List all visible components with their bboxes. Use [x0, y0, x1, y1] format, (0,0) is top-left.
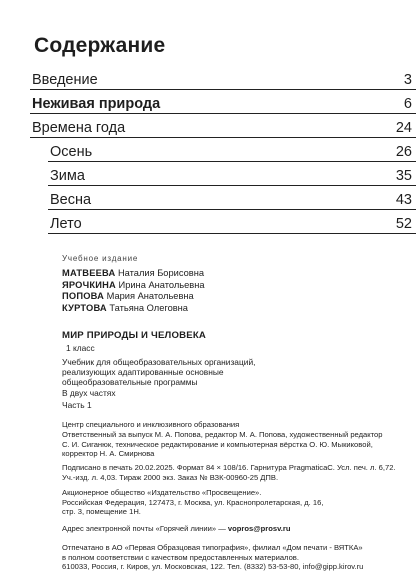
toc-entry-label: Лето — [50, 216, 82, 232]
publisher-line: Российская Федерация, 127473, г. Москва, ул. Краснопролетарская, д. 16, — [62, 497, 324, 507]
toc-entry-page: 26 — [395, 144, 412, 160]
toc-entry-rule — [48, 233, 416, 234]
parts-count: В двух частях — [62, 388, 116, 398]
staff-line: корректор Н. А. Смирнова — [62, 449, 155, 459]
toc-entry — [0, 210, 416, 234]
toc-entry — [0, 90, 416, 114]
publisher-info — [62, 488, 412, 517]
author-name: Татьяна Олеговна — [109, 302, 188, 313]
print-line: Уч.-изд. л. 4,03. Тираж 2000 экз. Заказ № ВЗК-00960-25 ДПВ. — [62, 472, 279, 482]
toc-entry — [0, 66, 416, 90]
staff-line: Ответственный за выпуск М. А. Попова, редактор М. А. Попова, художественный редактор — [62, 430, 383, 439]
author — [62, 291, 205, 303]
toc-entry — [0, 186, 416, 210]
hotline-email[interactable]: vopros@prosv.ru — [227, 524, 291, 533]
book-description — [62, 357, 255, 388]
toc-entry-label: Зима — [50, 168, 85, 184]
hotline-label: Адрес электронной почты «Горячей линии» — — [62, 524, 226, 533]
description-line: общеобразовательные программы — [62, 377, 198, 388]
toc-entry-page: 24 — [395, 120, 412, 136]
author-name: Мария Анатольевна — [106, 291, 194, 302]
staff-credits — [62, 430, 412, 459]
author — [62, 280, 205, 292]
author — [62, 303, 205, 315]
toc-entry — [0, 114, 416, 138]
toc-entry-label: Введение — [32, 72, 98, 88]
edition-type: Учебное издание — [62, 254, 139, 263]
author-surname: МАТВЕЕВА — [62, 268, 116, 278]
printer-line: 610033, Россия, г. Киров, ул. Московская, 122. Тел. (8332) 53-53-80, info@gipp.kirov.ru — [62, 562, 364, 572]
book-title: МИР ПРИРОДЫ И ЧЕЛОВЕКА — [62, 330, 207, 341]
toc-entry — [0, 138, 416, 162]
toc-entry-label: Неживая природа — [32, 96, 161, 112]
print-line: Подписано в печать 20.02.2025. Формат 84 × 108/16. Гарнитура PragmaticaC. Усл. печ. л. 6,72. — [62, 463, 396, 472]
printer-line: Отпечатано в АО «Первая Образцовая типография», филиал «Дом печати - ВЯТКА» — [62, 543, 363, 552]
staff-line: С. И. Сиганюк, техническое редактирование и компьютерная вёрстка О. Ю. Мыкиковой, — [62, 439, 373, 449]
part-number: Часть 1 — [62, 400, 92, 410]
author-surname: ЯРОЧКИНА — [62, 279, 116, 290]
toc-entry-page: 35 — [395, 168, 412, 184]
toc-entry-page: 6 — [403, 96, 412, 112]
toc-entry-page: 52 — [395, 216, 412, 232]
publisher-line: Акционерное общество «Издательство «Просвещение». — [62, 488, 262, 497]
author-name: Ирина Анатольевна — [118, 279, 205, 290]
center-name: Центр специального и инклюзивного образования — [62, 420, 240, 429]
authors-list — [62, 268, 205, 314]
printer-info — [62, 543, 412, 572]
printer-line: в полном соответствии с качеством предоставленных материалов. — [62, 552, 299, 562]
description-line: реализующих адаптированные основные — [62, 367, 224, 378]
toc-title: Содержание — [34, 34, 166, 57]
toc-entry-label: Осень — [50, 144, 93, 160]
grade: 1 класс — [66, 343, 95, 353]
toc-entry-label: Весна — [50, 192, 92, 208]
publisher-line: стр. 3, помещение 1Н. — [62, 507, 141, 517]
author-name: Наталия Борисовна — [117, 268, 204, 278]
hotline — [62, 524, 412, 534]
toc-entry — [0, 162, 416, 186]
print-details — [62, 463, 412, 482]
description-line: Учебник для общеобразовательных организаций, — [62, 357, 256, 367]
toc-entry-page: 3 — [403, 72, 412, 88]
author-surname: ПОПОВА — [62, 291, 104, 302]
toc-entry-page: 43 — [395, 192, 412, 208]
author — [62, 268, 205, 280]
author-surname: КУРТОВА — [62, 302, 107, 313]
toc-entry-label: Времена года — [32, 120, 126, 136]
